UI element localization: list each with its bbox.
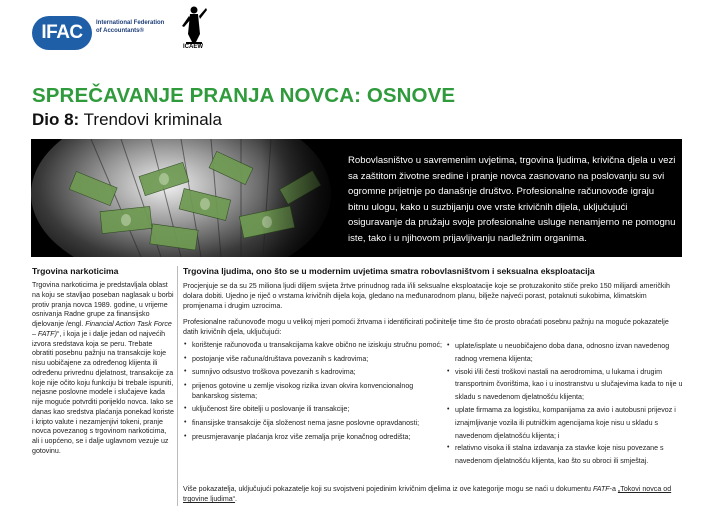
banner xyxy=(31,139,682,257)
page-subtitle xyxy=(32,110,222,130)
subtitle-topic: Trendovi kriminala xyxy=(83,110,222,129)
bullet-list-right xyxy=(446,340,686,468)
left-column-heading: Trgovina narkoticima xyxy=(32,266,119,276)
list-item: • prijenos gotovine u zemlje visokog rizika izvan okvira konvencionalnog bankarskog sistema; xyxy=(183,381,443,401)
bullet-list-left xyxy=(183,340,443,445)
list-item: • postojanje više računa/društava povezanih s kadrovima; xyxy=(183,354,443,364)
footer-text-end: . xyxy=(235,495,238,503)
footer-paragraph xyxy=(183,484,688,504)
list-item: • uplate/isplate u neuobičajeno doba dana, odnosno izvan navedenog radnog vremena klijenta; xyxy=(446,340,686,366)
right-paragraph-2: Profesionalne računovođe mogu u velikoj mjeri pomoći žrtvama i identificirati počinitelje time što će prosto obraćati posebnu pažnju na moguće pokazatelje datih krivičnih djela, uključujući: xyxy=(183,318,669,336)
icaew-label: ICAEW xyxy=(183,44,203,50)
column-divider xyxy=(177,266,178,506)
list-item: • visoki i/ili česti troškovi nastali na aerodromima, u lukama i drugim transportnim čvorištima, kao i u inostranstvu u slučajevima kada to nije u skladu s navedenom djelatnošću klijenta; xyxy=(446,366,686,404)
left-column-text xyxy=(32,281,175,457)
fatf-document-link[interactable]: „Tokovi novca od trgovine ljudima“ xyxy=(183,485,672,503)
footer-text-part-2: -a xyxy=(609,485,618,493)
right-column xyxy=(183,266,683,503)
list-item: • relativno visoka ili stalna izdavanja za stavke koje nisu povezane s navedenom djelatnošću klijenta, kao što su obroci ili smještaj. xyxy=(446,442,686,468)
right-paragraph-1: Procjenjuje se da su 25 miliona ljudi diljem svijeta žrtve prinudnog rada i/ili seksualne eksploatacije koje se protuzakonito stiče preko 150 milijardi američkih dolara dobiti. Ujedno je riječ o vrstama krivičnih dijela koja, gledano na međunarodnom planu, bilježe najveći porast, potaknuti sukobima, klimatskim promjenama i drugim uzrocima. xyxy=(183,282,670,310)
list-item: • sumnjivo odsustvo troškova povezanih s kadrovima; xyxy=(183,367,443,377)
left-column xyxy=(32,266,175,457)
list-item: • preusmjeravanje plaćanja kroz više zemalja prije konačnog odredišta; xyxy=(183,432,443,442)
right-column-heading: Trgovina ljudima, ono što se u modernim uvjetima smatra robovlasništvom i seksualna eksploatacija xyxy=(183,266,595,276)
list-item: • korištenje računovođa u transakcijama kakve obično ne iziskuju stručnu pomoć; xyxy=(183,340,443,350)
left-text-part-1: Trgovina narkoticima je predstavljala oblast na koju se stavljao poseban naglasak u borbi protiv pranja novca 1989. godine, u vrijeme osnivanja Radne grupe za finansijsko djelovanje /engl. xyxy=(32,281,174,328)
list-item: • uplate firmama za logistiku, kompanijama za avio i autobusni prijevoz i iznajmljivanje vozila ili putničkim agencijama koje nisu u skladu s navedenom djelatnošću klijenta; i xyxy=(446,404,686,442)
footer-text-italic: FATF xyxy=(592,485,610,493)
footer-text-part-1: Više pokazatelja, uključujući pokazatelje koji su svojstveni pojedinim krivičnim djelima iz ove kategorije mogu se naći u dokumentu xyxy=(183,485,593,493)
list-item: • finansijske transakcije čija složenost nema jasne poslovne opravdanosti; xyxy=(183,418,443,428)
banner-text: Robovlasništvo u savremenim uvjetima, trgovina ljudima, krivična djela u vezi sa zaštitom životne sredine i pranje novca zasnovano na poslovanju su svi ogromne prijetnje po današnje društvo. Profesionalne računovođe igraju bitnu ulogu, kako u suzbijanju ove vrste krivičnih dijela, uključujući osiguravanje da pružaju svoje profesionalne usluge nenamjerno ne pomognu iste, tako i u njihovom prijavljivanju nadležnim organima. xyxy=(348,155,676,244)
left-text-part-2: “, i koja je i dalje jedan od najvećih izvora sredstava koja se peru. Trebate obratiti posebnu pažnju na transakcije koje nisu uobičajene za određenog klijenta ili određenu privrednu djelatnost, transakcije za koje nije očito koju funkciju bi trebale ispuniti, nejasne poslovne modele i slučajeve kada nije moguće potvrditi porijeklo novca. Iako se danas kao sredstva plaćanja ponekad koriste i kripto valute i nezamjenjivi tokeni, pranje novca povezanog s trgovinom narkoticima, ali i uopćeno, se i dalje uglavnom vezuje uz gotovinu. xyxy=(32,329,174,455)
ifac-logo-text: IFAC xyxy=(41,22,83,43)
ifac-name: International Federation of Accountants® xyxy=(96,20,165,34)
indicator-bullets xyxy=(183,340,683,476)
ifac-logo xyxy=(32,16,92,50)
list-item: • uključenost šire obitelji u poslovanje ili transakcije; xyxy=(183,404,443,414)
page-title: SPREČAVANJE PRANJA NOVCA: OSNOVE xyxy=(32,84,456,107)
subtitle-part: Dio 8: xyxy=(32,110,80,129)
left-text-italic: Financial Action Task Force – FATF) xyxy=(32,320,172,338)
